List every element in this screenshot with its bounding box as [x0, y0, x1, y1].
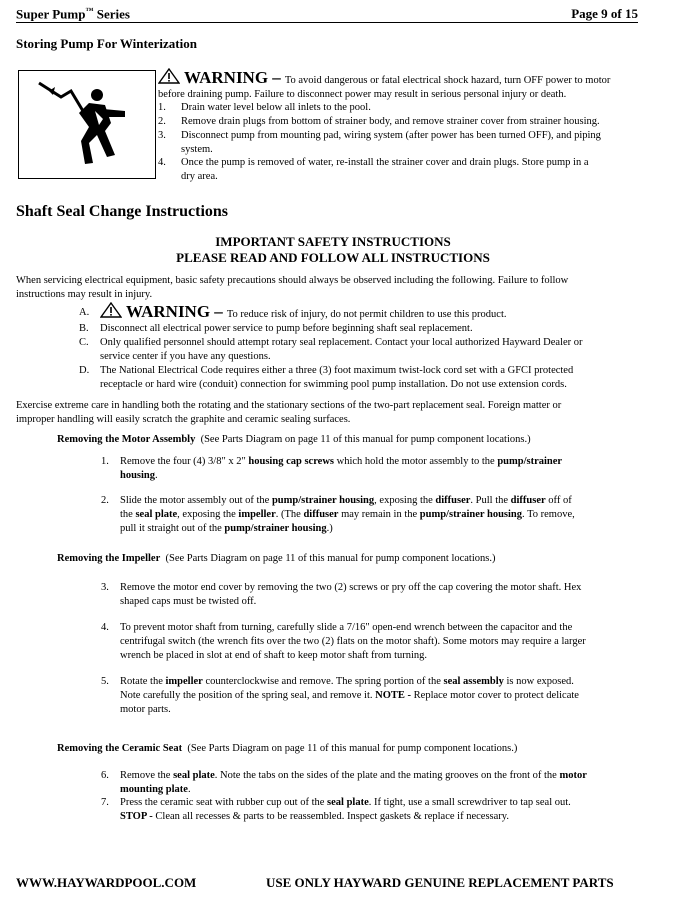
list-item-number: 4. — [158, 157, 166, 168]
care-text: improper handling will easily scratch the graphite and ceramic sealing surfaces. — [16, 414, 351, 425]
list-item-number: C. — [79, 337, 89, 348]
footer-notice: USE ONLY HAYWARD GENUINE REPLACEMENT PARTS — [266, 875, 614, 890]
warning-label: WARNING – — [184, 68, 281, 87]
list-item: Only qualified personnel should attempt rotary seal replacement. Contact your local authorized Hayward Dealer or — [100, 337, 583, 348]
step-number: 5. — [101, 676, 109, 687]
step-text-cont: motor parts. — [120, 704, 171, 715]
care-text: Exercise extreme care in handling both the rotating and the stationary sections of the two-part replacement seal. Foreign matter or — [16, 400, 562, 411]
intro-text: instructions may result in injury. — [16, 289, 153, 300]
list-item-number: A. — [79, 307, 90, 318]
impeller-section-heading: Removing the Impeller (See Parts Diagram on page 11 of this manual for pump component locations.) — [57, 553, 496, 564]
list-item: Disconnect all electrical power service to pump before beginning shaft seal replacement. — [100, 323, 473, 334]
warning-label: WARNING – — [126, 302, 223, 321]
intro-text: When servicing electrical equipment, basic safety precautions should always be observed including the following. Failure to follow — [16, 275, 569, 286]
list-item: Disconnect pump from mounting pad, wiring system (after power has been turned OFF), and piping — [181, 130, 601, 141]
step-text: Remove the four (4) 3/8" x 2" housing cap screws which hold the motor assembly to the pump/strainer — [120, 456, 563, 467]
list-item: The National Electrical Code requires either a three (3) foot maximum twist-lock cord set with a GFCI protected — [100, 365, 574, 376]
list-item: Remove drain plugs from bottom of strainer body, and remove strainer cover from strainer housing. — [181, 116, 600, 127]
list-item: Once the pump is removed of water, re-install the strainer cover and drain plugs. Store pump in a — [181, 157, 589, 168]
step-text-cont: Note carefully the position of the spring seal, and remove it. NOTE - Replace motor cover to protect delicate — [120, 690, 579, 701]
step-text-cont: housing. — [120, 470, 158, 481]
step-text-cont: wrench be placed in slot at end of shaft to keep motor shaft from turning. — [120, 650, 428, 661]
list-item-number: 2. — [158, 116, 166, 127]
warning-triangle-icon — [158, 70, 184, 87]
warning-text-line2: before draining pump. Failure to disconnect power may result in serious personal injury or death. — [158, 89, 567, 100]
list-item-number: D. — [79, 365, 90, 376]
step-text: Slide the motor assembly out of the pump/strainer housing, exposing the diffuser. Pull the diffuser off of — [120, 495, 572, 506]
step-number: 6. — [101, 770, 109, 781]
series-title: Super Pump™ Series — [16, 6, 130, 22]
list-item-warning — [100, 302, 507, 322]
warning-text: To reduce risk of injury, do not permit children to use this product. — [226, 309, 507, 320]
electrical-hazard-icon — [18, 70, 156, 179]
winterization-heading: Storing Pump For Winterization — [16, 36, 197, 51]
winter-warning — [158, 68, 653, 88]
footer-website: WWW.HAYWARDPOOL.COM — [16, 875, 197, 890]
list-item-number: 1. — [158, 102, 166, 113]
step-text-cont: mounting plate. — [120, 784, 191, 795]
step-text-cont: pull it straight out of the pump/strainer housing.) — [120, 523, 333, 534]
safety-heading: IMPORTANT SAFETY INSTRUCTIONS — [215, 234, 451, 249]
list-item-cont: system. — [181, 144, 213, 155]
list-item-cont: receptacle or hard wire (conduit) connection for swimming pool pump installation. Do not use extension cords. — [100, 379, 567, 390]
step-number: 1. — [101, 456, 109, 467]
step-number: 3. — [101, 582, 109, 593]
step-number: 4. — [101, 622, 109, 633]
list-item: Drain water level below all inlets to the pool. — [181, 102, 371, 113]
step-text: To prevent motor shaft from turning, carefully slide a 7/16" open-end wrench between the capacitor and the — [120, 622, 573, 633]
safety-subheading: PLEASE READ AND FOLLOW ALL INSTRUCTIONS — [176, 250, 490, 265]
warning-triangle-icon — [100, 304, 122, 321]
page-header — [16, 5, 638, 23]
step-number: 2. — [101, 495, 109, 506]
shaft-seal-heading: Shaft Seal Change Instructions — [16, 203, 229, 220]
ceramic-section-heading: Removing the Ceramic Seat (See Parts Diagram on page 11 of this manual for pump component locations.) — [57, 743, 518, 754]
list-item-number: B. — [79, 323, 89, 334]
motor-section-heading: Removing the Motor Assembly (See Parts Diagram on page 11 of this manual for pump component locations.) — [57, 434, 531, 445]
list-item-cont: service center if you have any questions. — [100, 351, 271, 362]
step-text-cont: STOP - Clean all recesses & parts to be reassembled. Inspect gaskets & replace if necessary. — [120, 811, 509, 822]
step-text: Rotate the impeller counterclockwise and remove. The spring portion of the seal assembly is now exposed. — [120, 676, 574, 687]
list-item-number: 3. — [158, 130, 166, 141]
step-text: Remove the motor end cover by removing the two (2) screws or pry off the cap covering the motor shaft. Hex — [120, 582, 582, 593]
step-text: Press the ceramic seat with rubber cup out of the seal plate. If tight, use a small screwdriver to tap seal out. — [120, 797, 571, 808]
warning-text: To avoid dangerous or fatal electrical shock hazard, turn OFF power to motor — [284, 75, 611, 86]
step-text-cont: the seal plate, exposing the impeller. (The diffuser may remain in the pump/strainer housing. To remove, — [120, 509, 575, 520]
step-text-cont: shaped caps must be twisted off. — [120, 596, 257, 607]
step-number: 7. — [101, 797, 109, 808]
list-item-cont: dry area. — [181, 171, 218, 182]
page-number: Page 9 of 15 — [571, 6, 638, 21]
step-text-cont: centrifugal switch (the wrench fits over the two (2) flats on the motor shaft). Some motors may require a larger — [120, 636, 586, 647]
step-text: Remove the seal plate. Note the tabs on the sides of the plate and the mating grooves on the front of the motor — [120, 770, 587, 781]
